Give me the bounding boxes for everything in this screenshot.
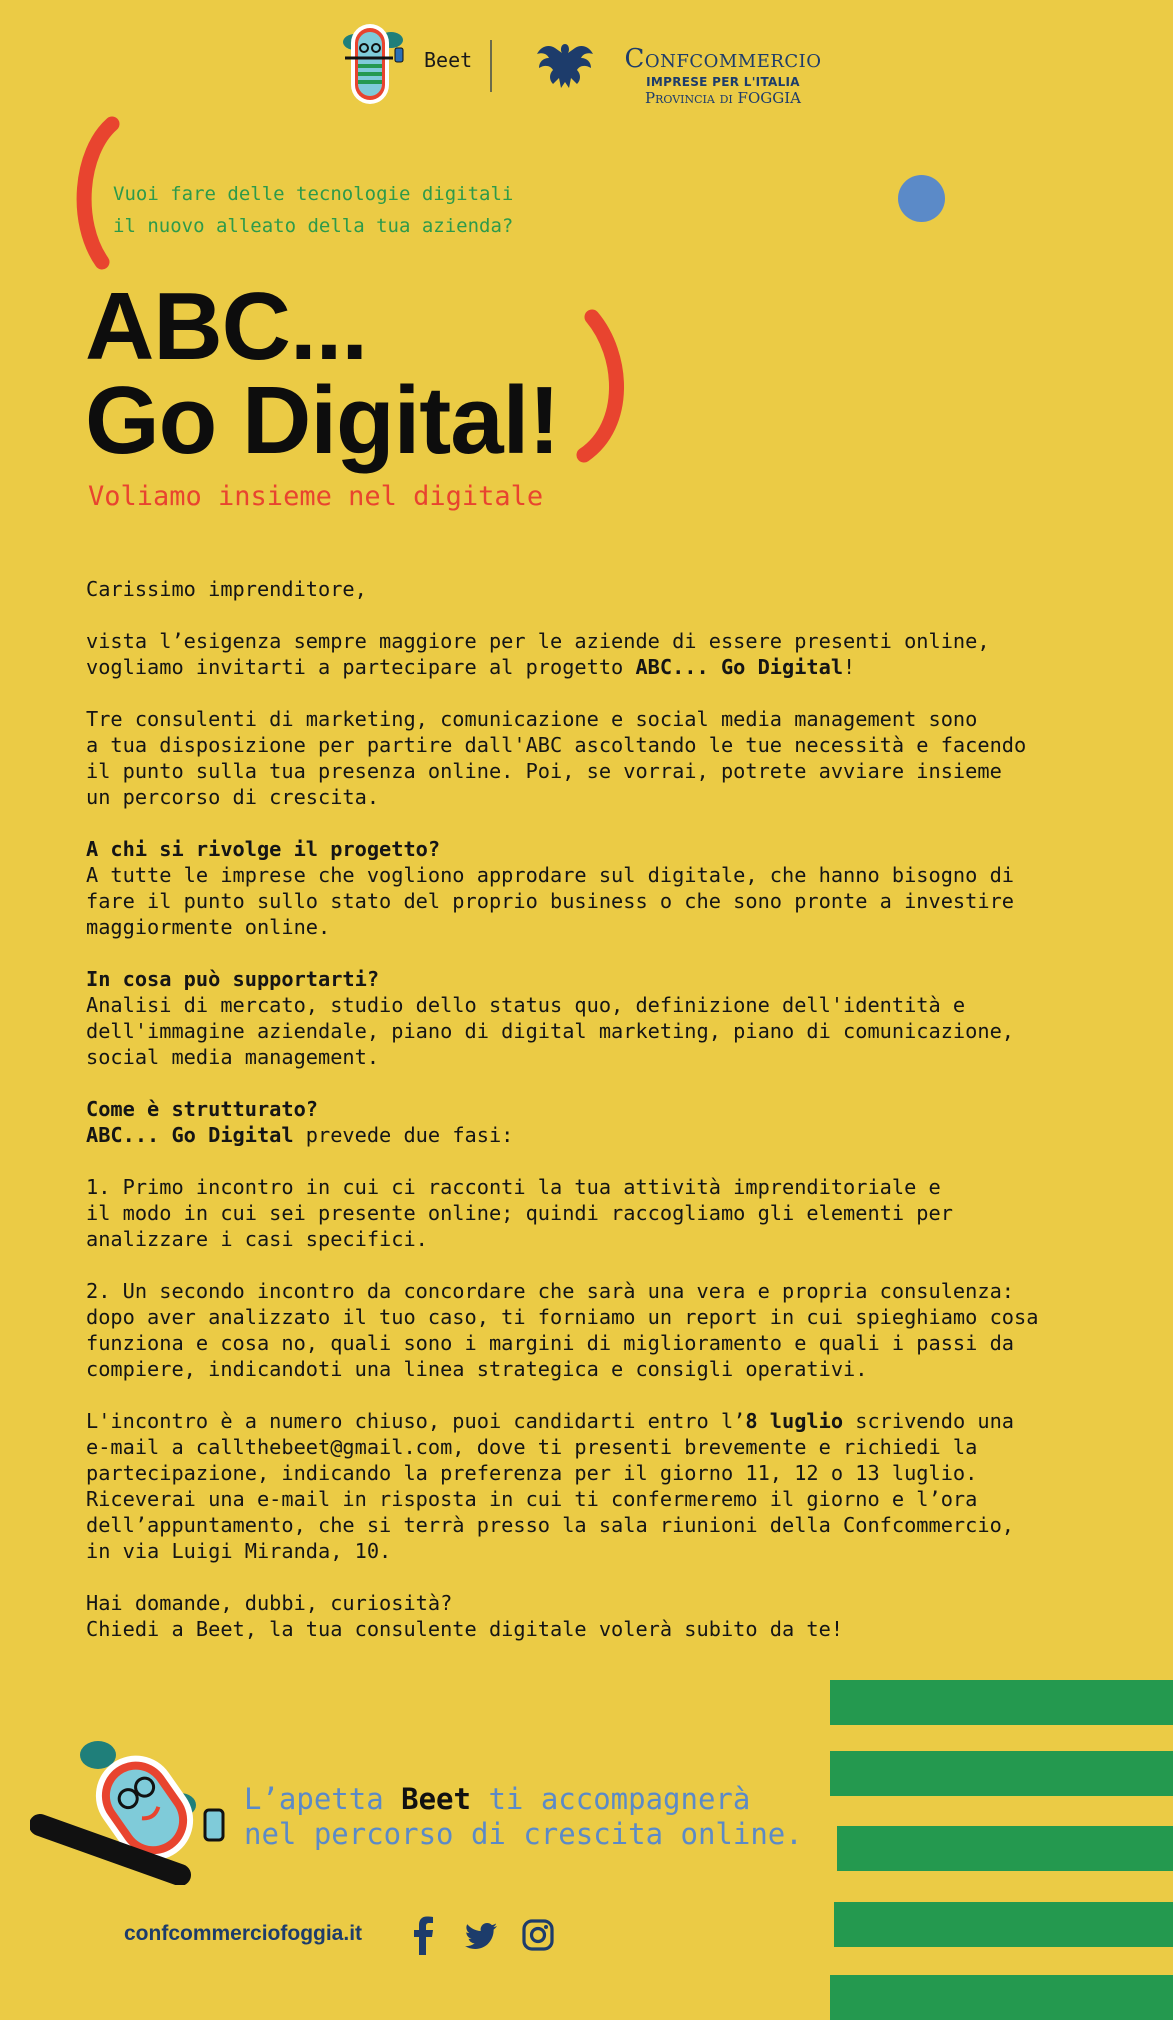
confcommercio-logo [602,44,844,106]
title-line2: Go Digital! [85,367,560,474]
conf-province: Provincia di FOGGIA [645,89,801,107]
page-title [85,273,560,474]
intro-text: vista l’esigenza sempre maggiore per le aziende di essere presenti online, vogliamo invitarti a partecipare al progetto [86,629,990,679]
deadline-date: 8 luglio [745,1409,844,1433]
closing-paragraph [86,1408,1146,1564]
faq-support [86,966,1146,1070]
instagram-icon[interactable] [520,1915,556,1955]
social-links [405,1915,568,1955]
closing-text: L'incontro è a numero chiuso, puoi candidarti entro l’ [86,1409,746,1433]
twitter-icon[interactable] [463,1915,499,1955]
green-stripe [834,1902,1173,1947]
project-name: ABC... Go Digital [86,1123,294,1147]
faq-target [86,836,1146,940]
header-divider [490,40,492,92]
claim-line1 [244,1782,803,1817]
phase-2: 2. Un secondo incontro da concordare che sarà una vera e propria consulenza: dopo aver analizzato il tuo caso, ti forniamo un report in cui spieghiamo cosa funziona e cosa no, quali sono i margini di miglioramento e quali i passi da compiere, indicandoti una linea strategica e consigli operativi. [86,1279,1039,1381]
beet-mascot-icon [30,1735,230,1885]
tagline-line2: il nuovo alleato della tua azienda? [113,215,514,237]
conf-subtitle: IMPRESE PER L'ITALIA [646,75,800,89]
project-name: ABC... Go Digital [635,655,844,679]
beet-label: Beet [424,48,473,72]
title-line1: ABC... [85,273,367,380]
conf-name: Confcommercio [624,44,822,74]
beet-logo-icon [333,20,423,110]
green-stripes [830,1680,1173,2001]
faq-answer: Analisi di mercato, studio dello status quo, definizione dell'identità e dell'immagine aziendale, piano di digital marketing, piano di comunicazione, social media management. [86,993,1014,1069]
eagle-icon [535,38,595,94]
tagline-line1: Vuoi fare delle tecnologie digitali [113,183,514,205]
claim-text-rest: ti accompagnerà [470,1782,751,1816]
green-stripe [830,1975,1173,2020]
intro-end: ! [843,655,856,679]
faq-question: In cosa può supportarti? [86,967,380,991]
claim-line2: nel percorso di crescita online. [244,1817,803,1851]
faq-answer: A tutte le imprese che vogliono approdare sul digitale, che hanno bisogno di fare il punto sullo stato del proprio business o che sono pronte a investire maggiormente online. [86,863,1014,939]
consultants-paragraph: Tre consulenti di marketing, comunicazione e social media management sono a tua disposizione per partire dall'ABC ascoltando le tue necessità e facendo il punto sulla tua presenza online. Poi, se vorrai, potrete avviare insieme un percorso di crescita. [86,707,1027,809]
faq-question: Come è strutturato? [86,1097,318,1121]
intro-paragraph [86,628,1146,680]
facebook-icon[interactable] [405,1915,441,1955]
green-stripe [830,1751,1173,1796]
closing-text-rest: scrivendo una e-mail a callthebeet@gmail.com, dove ti presenti brevemente e richiedi la partecipazione, indicando la preferenza per il giorno 11, 12 o 13 luglio. Riceverai una e-mail in risposta in cui ti confermeremo il giorno e l’ora dell’appuntamento, che si terrà presso la sala riunioni della Confcommercio, in via Luigi Miranda, 10. [86,1409,1014,1563]
faq-question: A chi si rivolge il progetto? [86,837,441,861]
beet-claim [244,1782,803,1852]
website-link[interactable]: confcommerciofoggia.it [124,1922,363,1945]
page-subtitle: Voliamo insieme nel digitale [88,481,544,512]
claim-text: L’apetta [244,1782,402,1816]
letter-body [86,576,1146,1668]
red-arc-right [570,305,640,470]
questions-paragraph: Hai domande, dubbi, curiosità? Chiedi a Beet, la tua consulente digitale volerà subito da te! [86,1591,844,1641]
faq-answer: prevede due fasi: [293,1123,514,1147]
tagline [113,178,513,242]
green-stripe [837,1826,1173,1871]
faq-structure [86,1096,1146,1148]
phase-1: 1. Primo incontro in cui ci racconti la tua attività imprenditoriale e il modo in cui sei presente online; quindi raccogliamo gli elementi per analizzare i casi specifici. [86,1175,953,1251]
blue-dot [898,175,945,222]
claim-beet: Beet [401,1782,471,1816]
green-stripe [830,1680,1173,1725]
greeting: Carissimo imprenditore, [86,577,367,601]
